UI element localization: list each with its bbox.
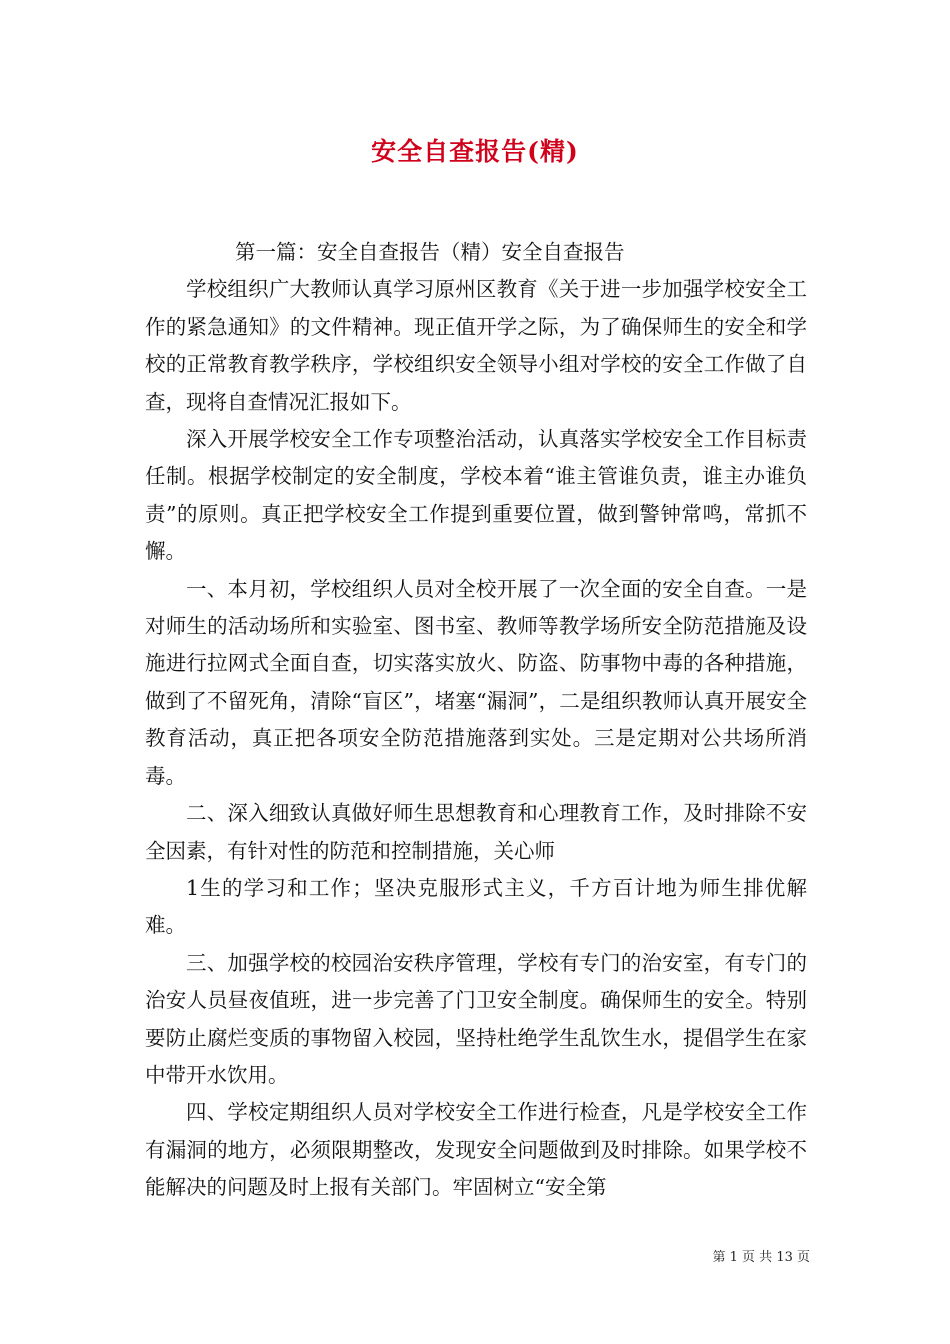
paragraph: 一、本月初，学校组织人员对全校开展了一次全面的安全自查。一是对师生的活动场所和实验室、图书室、教师等教学场所安全防范措施及设施进行拉网式全面自查，切实落实放火、防盗、防事物中毒的各种措施，做到了不留死角，清除“盲区”，堵塞“漏洞”，二是组织教师认真开展安全教育活动，真正把各项安全防范措施落到实处。三是定期对公共场所消毒。	[145, 576, 807, 788]
section-heading: 第一篇：安全自查报告（精）安全自查报告	[235, 240, 625, 264]
paragraph: 1生的学习和工作；坚决克服形式主义，千方百计地为师生排优解难。	[145, 875, 807, 938]
document-title: 安全自查报告(精)	[371, 137, 579, 166]
paragraph: 三、加强学校的校园治安秩序管理，学校有专门的治安室，有专门的治安人员昼夜值班，进一步完善了门卫安全制度。确保师生的安全。特别要防止腐烂变质的事物留入校园，坚持杜绝学生乱饮生水，提倡学生在家中带开水饮用。	[145, 950, 807, 1087]
document-body	[145, 234, 807, 1207]
paragraph: 学校组织广大教师认真学习原州区教育《关于进一步加强学校安全工作的紧急通知》的文件精神。现正值开学之际，为了确保师生的安全和学校的正常教育教学秩序，学校组织安全领导小组对学校的安全工作做了自查，现将自查情况汇报如下。	[145, 277, 807, 414]
paragraph: 四、学校定期组织人员对学校安全工作进行检查，凡是学校安全工作有漏洞的地方，必须限期整改，发现安全问题做到及时排除。如果学校不能解决的问题及时上报有关部门。牢固树立“安全第	[145, 1100, 807, 1200]
paragraph: 二、深入细致认真做好师生思想教育和心理教育工作，及时排除不安全因素，有针对性的防范和控制措施，关心师	[145, 801, 807, 863]
page-number: 第 1 页 共 13 页	[712, 1250, 810, 1265]
paragraph: 深入开展学校安全工作专项整治活动，认真落实学校安全工作目标责任制。根据学校制定的安全制度，学校本着“谁主管谁负责，谁主办谁负责”的原则。真正把学校安全工作提到重要位置，做到警钟常鸣，常抓不懈。	[145, 427, 807, 564]
